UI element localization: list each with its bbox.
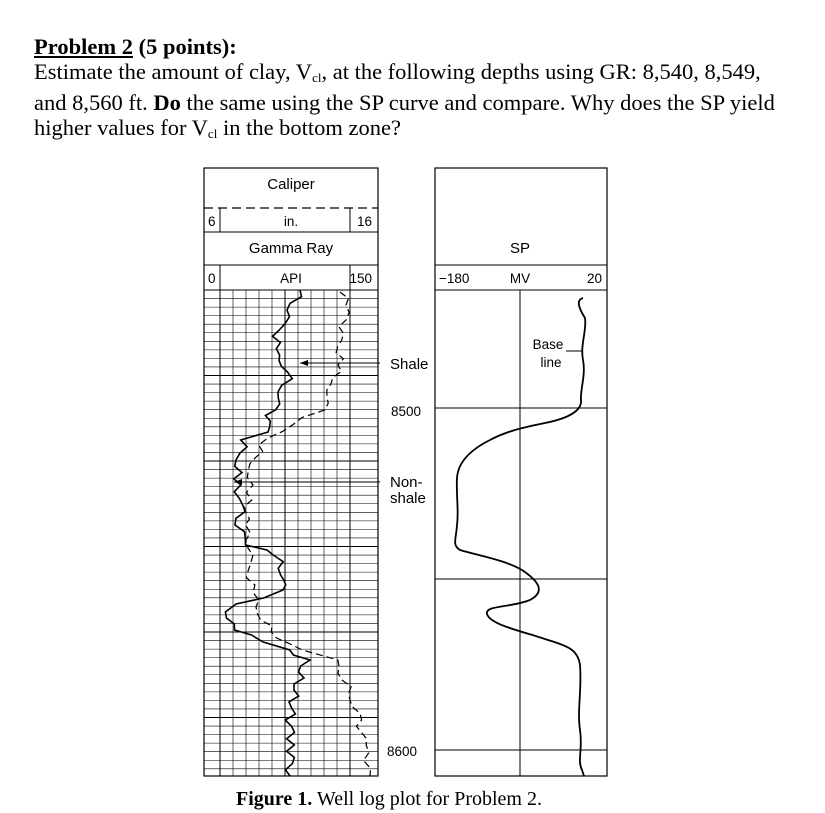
right-track [435,168,607,776]
caliper-unit: in. [283,214,299,229]
nonshale-label-1: Non- [390,474,423,491]
line3-pre: higher values for V [34,115,208,140]
line2-post: the same using the SP curve and compare. Why does the SP yield [180,90,775,115]
line3-sub: cl [207,126,218,141]
gamma-ray-title: Gamma Ray [248,240,334,257]
gamma-ray-curve [225,290,310,776]
caliper-max: 16 [356,214,372,229]
sp-min: −180 [439,271,470,286]
left-track-frame [204,168,378,776]
gr-min: 0 [208,271,216,286]
annotations [234,360,380,485]
log-labels [208,176,602,759]
line3-post: in the bottom zone? [217,115,402,140]
caliper-min: 6 [208,214,216,229]
caliper-title: Caliper [267,176,315,193]
depth-8500: 8500 [391,404,422,419]
line1-sub: cl [312,70,322,85]
depth-8600: 8600 [387,744,418,759]
gr-unit: API [280,271,302,286]
line1-pre: Estimate the amount of clay, V [34,59,313,84]
shale-label: Shale [390,356,429,373]
problem-number: Problem 2 [34,34,133,59]
gr-max: 150 [349,271,372,286]
line1-post: , at the following depths using GR: 8,540, 8,549, [321,59,761,84]
sp-unit: MV [509,271,531,286]
problem-points: (5 points): [138,34,237,59]
caption-text: Well log plot for Problem 2. [312,788,542,810]
right-track-frame [435,168,607,776]
sp-title: SP [509,240,531,257]
sp-max: 20 [586,271,602,286]
line2-bold: Do [153,90,181,115]
shale-arrowhead [300,360,308,366]
figure-caption [236,788,542,811]
caption-bold: Figure 1. [236,788,313,810]
nonshale-label-2: shale [390,490,426,507]
baseline-label-1: Base [532,337,564,352]
baseline-label-2: line [540,355,562,370]
left-track [204,168,378,776]
line2-pre: and 8,560 ft. [34,90,154,115]
